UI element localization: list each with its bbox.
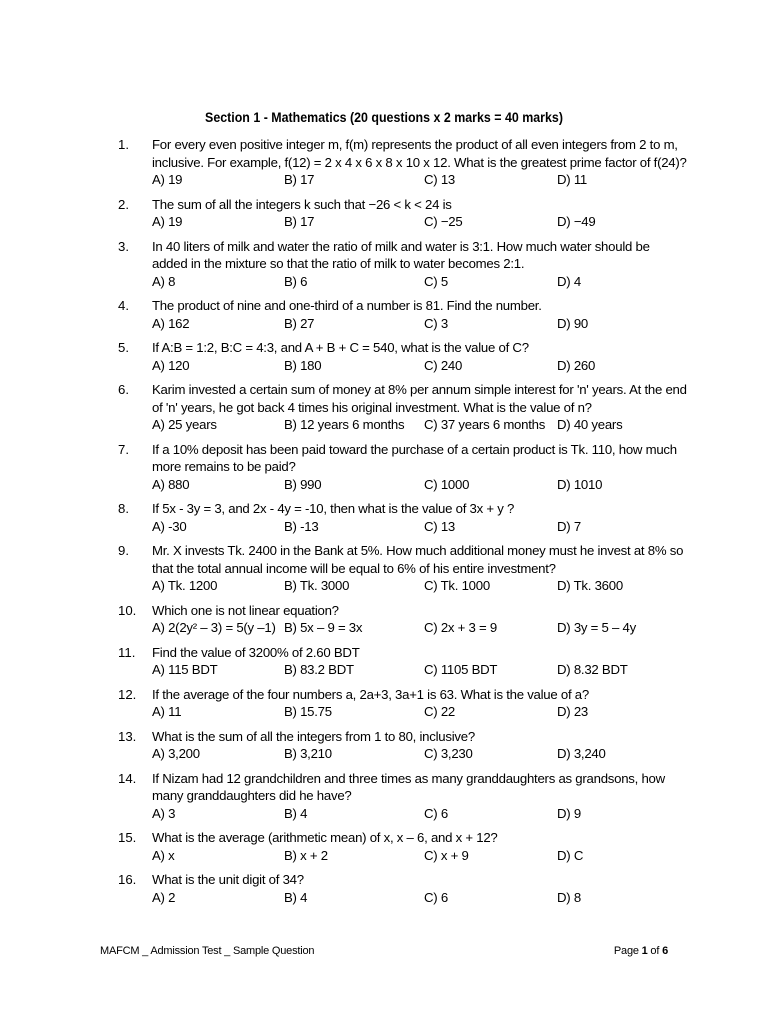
- question-number: 7.: [118, 441, 129, 457]
- question-item: [118, 339, 688, 374]
- answer-options: [152, 315, 688, 333]
- answer-options: [152, 357, 688, 375]
- question-item: [118, 686, 688, 721]
- question-text: If a 10% deposit has been paid toward the purchase of a certain product is Tk. 110, how much more remains to be paid?: [152, 441, 677, 474]
- answer-option: B) 17: [284, 214, 315, 229]
- answer-option: A) 2: [152, 889, 176, 905]
- question-item: [118, 728, 688, 763]
- page-total: 6: [662, 945, 668, 957]
- question-list: [118, 136, 688, 913]
- answer-option: D) 90: [557, 315, 588, 331]
- question-number: 3.: [118, 238, 129, 254]
- answer-option: D) 3,240: [557, 746, 606, 761]
- answer-options: [152, 619, 688, 637]
- question-number: 1.: [118, 137, 129, 152]
- answer-option: A) 19: [152, 214, 183, 229]
- question-text: For every even positive integer m, f(m) represents the product of all even integers from 2 to m, inclusive. For example, f(12) = 2 x 4 x 6 x 8 x 10 x 12. What is the greatest prime factor of f(24)?: [152, 137, 687, 170]
- answer-option: A) 2(2y² – 3) = 5(y –1): [152, 620, 276, 635]
- footer-document-name: MAFCM _ Admission Test _ Sample Question: [100, 945, 315, 957]
- question-text: The sum of all the integers k such that −26 < k < 24 is: [152, 196, 452, 212]
- question-item: [118, 238, 688, 291]
- answer-option: B) Tk. 3000: [284, 578, 350, 593]
- question-number: 15.: [118, 830, 137, 845]
- answer-option: C) 6: [424, 889, 448, 905]
- page-prefix: Page: [613, 945, 642, 957]
- answer-option: B) 17: [284, 172, 315, 187]
- answer-options: [152, 661, 688, 679]
- question-text: What is the average (arithmetic mean) of x, x – 6, and x + 12?: [152, 830, 498, 845]
- question-text: Which one is not linear equation?: [152, 602, 339, 618]
- question-item: [118, 381, 688, 434]
- answer-option: C) 5: [424, 273, 448, 289]
- answer-option: D) 40 years: [557, 417, 623, 432]
- question-item: [118, 196, 688, 231]
- answer-options: [152, 416, 688, 434]
- answer-options: [152, 273, 688, 291]
- answer-option: A) 3,200: [152, 746, 200, 761]
- answer-option: B) 5x – 9 = 3x: [284, 620, 363, 635]
- answer-option: B) -13: [284, 518, 319, 534]
- question-text: If the average of the four numbers a, 2a+3, 3a+1 is 63. What is the value of a?: [152, 686, 589, 702]
- question-number: 14.: [118, 770, 137, 786]
- answer-option: D) 3y = 5 – 4y: [557, 620, 636, 635]
- question-number: 12.: [118, 686, 137, 702]
- question-item: [118, 542, 688, 595]
- answer-option: C) x + 9: [424, 847, 469, 863]
- answer-option: D) 260: [557, 357, 596, 373]
- answer-option: D) 1010: [557, 476, 603, 492]
- question-text: If 5x - 3y = 3, and 2x - 4y = -10, then what is the value of 3x + y ?: [152, 501, 515, 516]
- answer-options: [152, 577, 688, 595]
- answer-options: [152, 847, 688, 865]
- answer-option: B) 990: [284, 476, 322, 492]
- question-text: Mr. X invests Tk. 2400 in the Bank at 5%. How much additional money must he invest at 8% so that the total annual income will be equal to 6% of his entire investment?: [152, 543, 684, 576]
- question-text: If A:B = 1:2, B:C = 4:3, and A + B + C = 540, what is the value of C?: [152, 340, 529, 355]
- question-number: 16.: [118, 872, 137, 887]
- answer-option: D) 8.32 BDT: [557, 662, 628, 677]
- question-item: [118, 770, 688, 823]
- answer-options: [152, 703, 688, 721]
- answer-option: A) 3: [152, 805, 176, 821]
- footer-page-number: [614, 945, 668, 957]
- question-text: Karim invested a certain sum of money at 8% per annum simple interest for 'n' years. At the end of 'n' years, he got back 4 times his original investment. What is the value of n?: [152, 382, 687, 415]
- answer-option: C) 2x + 3 = 9: [424, 620, 497, 635]
- answer-option: D) 7: [557, 518, 581, 534]
- answer-options: [152, 171, 688, 189]
- answer-option: C) Tk. 1000: [424, 578, 490, 593]
- answer-option: A) 115 BDT: [152, 662, 218, 677]
- answer-option: A) 19: [152, 172, 183, 187]
- answer-option: B) 15.75: [284, 704, 332, 719]
- question-text: Find the value of 3200% of 2.60 BDT: [152, 644, 360, 660]
- question-number: 2.: [118, 196, 129, 212]
- answer-option: D) 23: [557, 704, 588, 719]
- answer-option: A) 120: [152, 357, 190, 373]
- question-item: [118, 500, 688, 535]
- answer-option: D) −49: [557, 214, 596, 229]
- answer-option: C) 13: [424, 518, 455, 534]
- answer-options: [152, 889, 688, 907]
- question-text: What is the sum of all the integers from 1 to 80, inclusive?: [152, 728, 475, 744]
- page-footer: [100, 945, 668, 957]
- answer-option: A) 25 years: [152, 417, 217, 432]
- answer-option: C) 1000: [424, 476, 470, 492]
- answer-option: B) 6: [284, 273, 308, 289]
- answer-option: B) 4: [284, 889, 308, 905]
- answer-option: C) 240: [424, 357, 463, 373]
- section-title: Section 1 - Mathematics (20 questions x 2 marks = 40 marks): [205, 110, 563, 125]
- question-item: [118, 441, 688, 494]
- question-text: The product of nine and one-third of a number is 81. Find the number.: [152, 298, 542, 313]
- answer-option: C) 6: [424, 805, 448, 821]
- page-of: of: [647, 945, 663, 957]
- answer-options: [152, 213, 688, 231]
- question-number: 9.: [118, 543, 129, 558]
- answer-options: [152, 476, 688, 494]
- question-number: 10.: [118, 602, 137, 618]
- question-text: If Nizam had 12 grandchildren and three times as many granddaughters as grandsons, how many granddaughters did he have?: [152, 770, 665, 803]
- answer-option: A) 162: [152, 315, 190, 331]
- question-number: 8.: [118, 501, 129, 516]
- question-item: [118, 644, 688, 679]
- question-item: [118, 297, 688, 332]
- answer-option: D) Tk. 3600: [557, 578, 623, 593]
- answer-option: C) 13: [424, 172, 455, 187]
- answer-option: D) 4: [557, 273, 581, 289]
- answer-option: A) -30: [152, 518, 187, 534]
- answer-options: [152, 745, 688, 763]
- answer-option: C) 3,230: [424, 746, 473, 761]
- answer-option: B) 12 years 6 months: [284, 417, 405, 432]
- question-number: 11.: [118, 644, 136, 660]
- question-item: [118, 871, 688, 906]
- question-text: What is the unit digit of 34?: [152, 872, 304, 887]
- question-item: [118, 829, 688, 864]
- answer-option: B) 27: [284, 315, 315, 331]
- answer-option: B) x + 2: [284, 847, 328, 863]
- answer-options: [152, 518, 688, 536]
- answer-option: A) Tk. 1200: [152, 578, 218, 593]
- question-number: 13.: [118, 728, 137, 744]
- answer-option: A) 11: [152, 704, 182, 719]
- answer-option: B) 83.2 BDT: [284, 662, 354, 677]
- answer-option: A) 8: [152, 273, 176, 289]
- question-number: 4.: [118, 298, 129, 313]
- answer-option: C) 22: [424, 704, 455, 719]
- question-number: 5.: [118, 340, 129, 355]
- question-text: In 40 liters of milk and water the ratio of milk and water is 3:1. How much water should be added in the mixture so that the ratio of milk to water becomes 2:1.: [152, 238, 650, 271]
- answer-option: D) 11: [557, 172, 588, 187]
- answer-option: D) 9: [557, 805, 581, 821]
- answer-option: B) 180: [284, 357, 322, 373]
- answer-option: C) 37 years 6 months: [424, 417, 546, 432]
- answer-option: A) 880: [152, 476, 190, 492]
- page-current: 1: [641, 945, 648, 957]
- answer-option: D) 8: [557, 889, 581, 905]
- answer-option: B) 3,210: [284, 746, 332, 761]
- answer-option: B) 4: [284, 805, 308, 821]
- answer-option: D) C: [557, 847, 584, 863]
- question-number: 6.: [118, 382, 129, 397]
- answer-option: C) 3: [424, 315, 448, 331]
- question-item: [118, 136, 688, 189]
- question-item: [118, 602, 688, 637]
- answer-option: C) −25: [424, 214, 463, 229]
- answer-option: C) 1105 BDT: [424, 662, 498, 677]
- answer-option: A) x: [152, 847, 175, 863]
- answer-options: [152, 805, 688, 823]
